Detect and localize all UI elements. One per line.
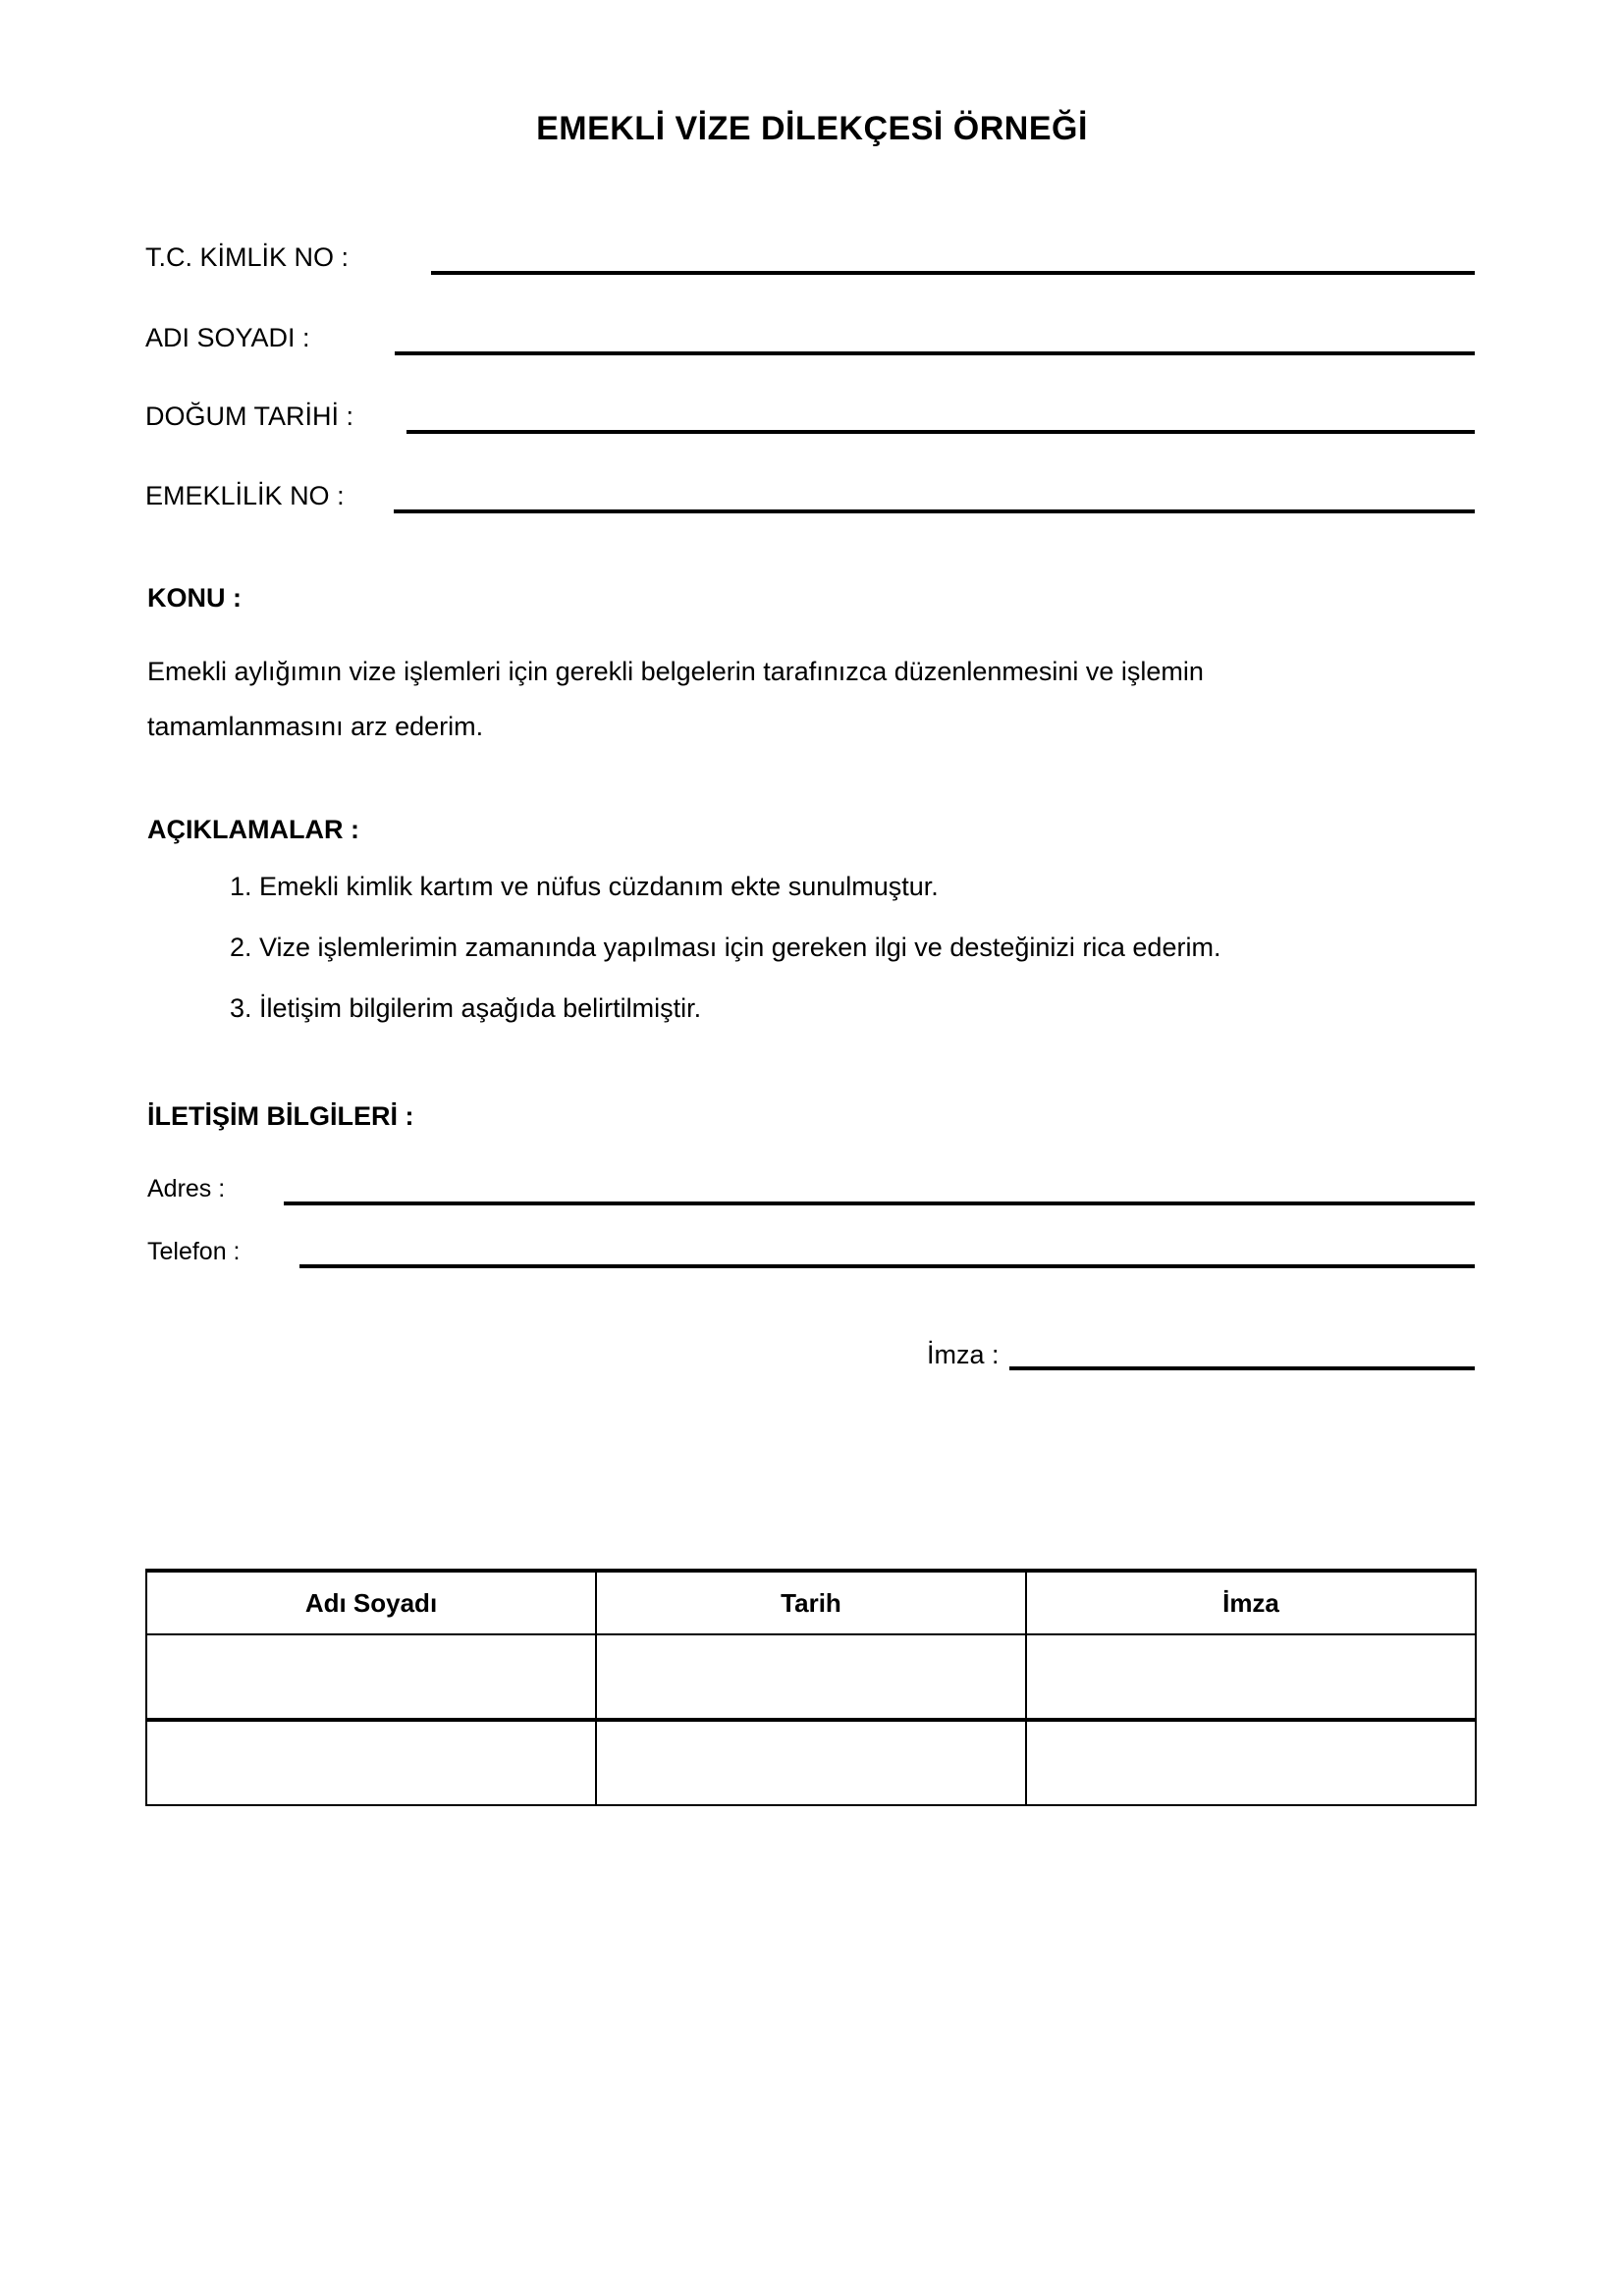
- field-row-telefon: [147, 1229, 1475, 1270]
- field-row-dogum-tarihi: [145, 393, 1475, 436]
- field-label-emeklilik-no: EMEKLİLİK NO :: [145, 481, 345, 510]
- section-heading-konu: KONU :: [147, 583, 242, 613]
- list-item: 3. İletişim bilgilerim aşağıda belirtilmiştir.: [230, 993, 702, 1023]
- field-input-adres[interactable]: [284, 1201, 1475, 1205]
- table-cell-adi-soyadi[interactable]: [146, 1634, 596, 1720]
- table-cell-tarih[interactable]: [596, 1720, 1026, 1805]
- aciklamalar-list: [230, 874, 1477, 1056]
- field-row-tc-kimlik-no: [145, 234, 1475, 277]
- konu-paragraph: Emekli aylığımın vize işlemleri için gerekli belgelerin tarafınızca düzenlenmesini ve işlemin tamamlanmasını arz ederim.: [147, 657, 1204, 741]
- field-row-adres: [147, 1166, 1475, 1207]
- field-row-imza: [927, 1331, 1475, 1372]
- table-cell-imza[interactable]: [1026, 1634, 1476, 1720]
- table-cell-imza[interactable]: [1026, 1720, 1476, 1805]
- section-heading-iletisim-bilgileri: İLETİŞİM BİLGİLERİ :: [147, 1101, 414, 1131]
- list-item: 2. Vize işlemlerimin zamanında yapılması için gereken ilgi ve desteğinizi rica ederim.: [230, 933, 1221, 962]
- field-label-adi-soyadi: ADI SOYADI :: [145, 323, 310, 352]
- field-row-emeklilik-no: [145, 472, 1475, 515]
- table-cell-adi-soyadi[interactable]: [146, 1720, 596, 1805]
- field-input-dogum-tarihi[interactable]: [406, 430, 1475, 434]
- field-label-imza: İmza :: [927, 1340, 1000, 1369]
- signature-table: [145, 1569, 1477, 1806]
- table-row: [146, 1720, 1476, 1805]
- field-input-emeklilik-no[interactable]: [394, 509, 1475, 513]
- field-input-imza[interactable]: [1009, 1366, 1475, 1370]
- table-header-adi-soyadi: Adı Soyadı: [146, 1571, 596, 1634]
- section-heading-aciklamalar: AÇIKLAMALAR :: [147, 815, 359, 844]
- field-input-adi-soyadi[interactable]: [395, 351, 1475, 355]
- field-label-telefon: Telefon :: [147, 1238, 241, 1265]
- page-title: EMEKLİ VİZE DİLEKÇESİ ÖRNEĞİ: [536, 110, 1088, 147]
- field-input-telefon[interactable]: [299, 1264, 1475, 1268]
- field-row-adi-soyadi: [145, 314, 1475, 357]
- field-label-dogum-tarihi: DOĞUM TARİHİ :: [145, 401, 354, 431]
- table-cell-tarih[interactable]: [596, 1634, 1026, 1720]
- field-label-tc-kimlik-no: T.C. KİMLİK NO :: [145, 242, 350, 272]
- table-header-tarih: Tarih: [596, 1571, 1026, 1634]
- field-input-tc-kimlik-no[interactable]: [431, 271, 1475, 275]
- table-header-row: [146, 1571, 1476, 1634]
- field-label-adres: Adres :: [147, 1175, 226, 1202]
- list-item: 1. Emekli kimlik kartım ve nüfus cüzdanım ekte sunulmuştur.: [230, 872, 939, 901]
- table-header-imza: İmza: [1026, 1571, 1476, 1634]
- table-row: [146, 1634, 1476, 1720]
